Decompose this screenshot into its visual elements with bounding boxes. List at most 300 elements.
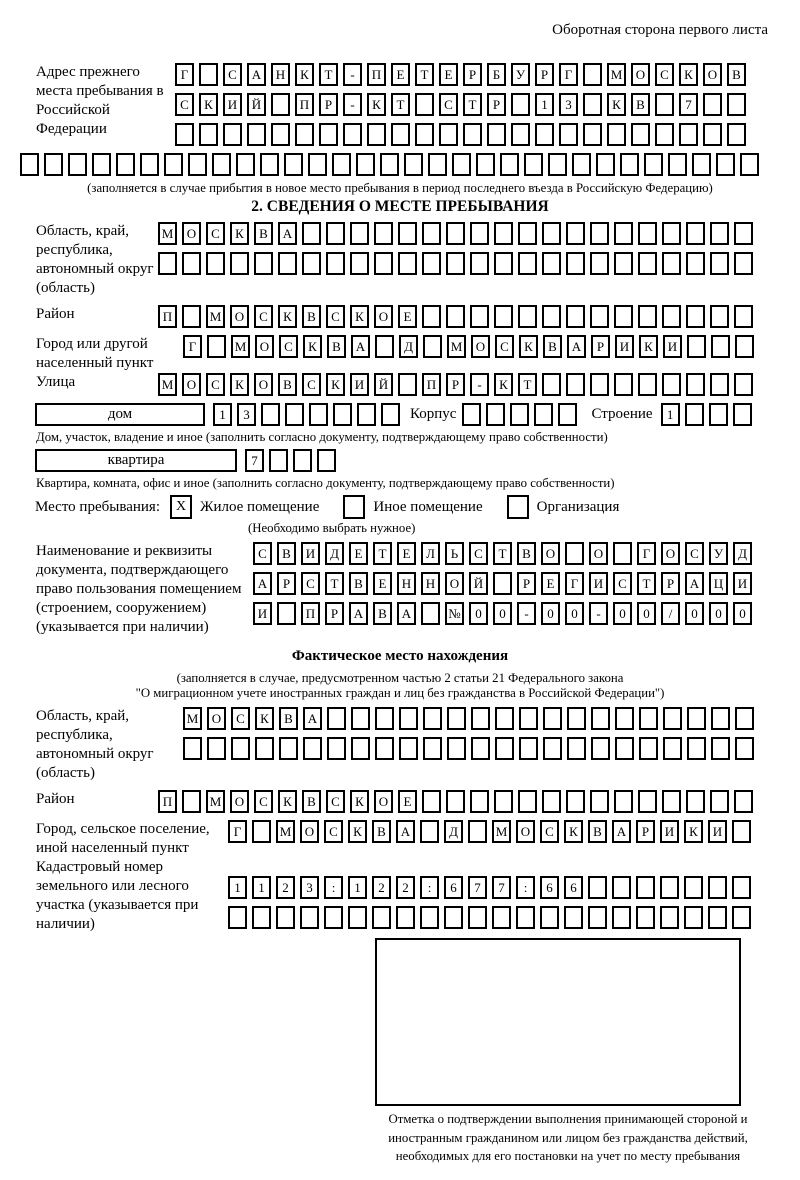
char-cell[interactable]: С — [613, 572, 632, 595]
char-cell[interactable] — [655, 123, 674, 146]
char-cell[interactable]: О — [471, 335, 490, 358]
char-cell[interactable] — [565, 542, 584, 565]
char-cell[interactable] — [590, 305, 609, 328]
char-cell[interactable]: К — [326, 373, 345, 396]
char-cell[interactable]: М — [607, 63, 626, 86]
char-cell[interactable] — [614, 252, 633, 275]
char-cell[interactable] — [684, 876, 703, 899]
char-cell[interactable] — [254, 252, 273, 275]
char-cell[interactable]: Т — [493, 542, 512, 565]
char-cell[interactable] — [631, 123, 650, 146]
char-cell[interactable]: В — [631, 93, 650, 116]
char-cell[interactable] — [685, 403, 704, 426]
char-cell[interactable] — [711, 335, 730, 358]
char-cell[interactable] — [212, 153, 231, 176]
char-cell[interactable]: П — [158, 790, 177, 813]
char-cell[interactable]: С — [206, 222, 225, 245]
char-cell[interactable] — [446, 305, 465, 328]
char-cell[interactable] — [487, 123, 506, 146]
char-cell[interactable]: В — [727, 63, 746, 86]
char-cell[interactable]: С — [253, 542, 272, 565]
char-cell[interactable] — [447, 707, 466, 730]
char-cell[interactable]: О — [661, 542, 680, 565]
char-cell[interactable] — [687, 335, 706, 358]
char-cell[interactable]: С — [301, 572, 320, 595]
char-cell[interactable] — [164, 153, 183, 176]
char-cell[interactable] — [500, 153, 519, 176]
char-cell[interactable]: М — [206, 790, 225, 813]
char-cell[interactable] — [446, 222, 465, 245]
char-cell[interactable] — [734, 790, 753, 813]
char-cell[interactable] — [326, 222, 345, 245]
char-cell[interactable] — [199, 63, 218, 86]
char-cell[interactable]: П — [295, 93, 314, 116]
char-cell[interactable]: 0 — [685, 602, 704, 625]
char-cell[interactable]: Г — [183, 335, 202, 358]
char-cell[interactable] — [662, 305, 681, 328]
char-cell[interactable] — [420, 820, 439, 843]
char-cell[interactable]: Ц — [709, 572, 728, 595]
char-cell[interactable]: 2 — [372, 876, 391, 899]
char-cell[interactable]: С — [655, 63, 674, 86]
char-cell[interactable] — [279, 737, 298, 760]
char-cell[interactable] — [663, 737, 682, 760]
char-cell[interactable]: П — [367, 63, 386, 86]
char-cell[interactable] — [68, 153, 87, 176]
char-cell[interactable]: Т — [637, 572, 656, 595]
char-cell[interactable] — [590, 222, 609, 245]
char-cell[interactable] — [614, 790, 633, 813]
char-cell[interactable]: О — [445, 572, 464, 595]
char-cell[interactable] — [396, 906, 415, 929]
char-cell[interactable] — [423, 737, 442, 760]
char-cell[interactable] — [534, 403, 553, 426]
char-cell[interactable] — [511, 123, 530, 146]
char-cell[interactable] — [302, 252, 321, 275]
char-cell[interactable] — [494, 222, 513, 245]
char-cell[interactable] — [367, 123, 386, 146]
char-cell[interactable] — [285, 403, 304, 426]
char-cell[interactable] — [567, 707, 586, 730]
char-cell[interactable]: В — [277, 542, 296, 565]
char-cell[interactable] — [269, 449, 288, 472]
char-cell[interactable] — [351, 707, 370, 730]
char-cell[interactable] — [447, 737, 466, 760]
char-cell[interactable] — [519, 737, 538, 760]
char-cell[interactable] — [470, 790, 489, 813]
char-cell[interactable]: И — [301, 542, 320, 565]
char-cell[interactable]: Б — [487, 63, 506, 86]
char-cell[interactable] — [542, 305, 561, 328]
char-cell[interactable] — [228, 906, 247, 929]
char-cell[interactable] — [615, 707, 634, 730]
char-cell[interactable] — [564, 906, 583, 929]
char-cell[interactable] — [415, 93, 434, 116]
char-cell[interactable] — [591, 707, 610, 730]
char-cell[interactable] — [542, 252, 561, 275]
char-cell[interactable] — [734, 373, 753, 396]
char-cell[interactable] — [703, 93, 722, 116]
char-cell[interactable] — [182, 790, 201, 813]
char-cell[interactable] — [708, 876, 727, 899]
char-cell[interactable]: А — [567, 335, 586, 358]
char-cell[interactable] — [309, 403, 328, 426]
char-cell[interactable]: А — [397, 602, 416, 625]
char-cell[interactable] — [158, 252, 177, 275]
char-cell[interactable]: Д — [399, 335, 418, 358]
char-cell[interactable]: Р — [517, 572, 536, 595]
char-cell[interactable]: Р — [487, 93, 506, 116]
char-cell[interactable]: П — [422, 373, 441, 396]
char-cell[interactable]: А — [351, 335, 370, 358]
char-cell[interactable] — [399, 707, 418, 730]
char-cell[interactable]: И — [253, 602, 272, 625]
char-cell[interactable]: К — [350, 305, 369, 328]
char-cell[interactable]: Д — [444, 820, 463, 843]
char-cell[interactable] — [591, 737, 610, 760]
char-cell[interactable]: Н — [421, 572, 440, 595]
char-cell[interactable]: Г — [559, 63, 578, 86]
char-cell[interactable] — [686, 252, 705, 275]
house-named-box[interactable]: дом — [35, 403, 205, 426]
char-cell[interactable]: 0 — [637, 602, 656, 625]
char-cell[interactable]: 1 — [348, 876, 367, 899]
char-cell[interactable]: Н — [397, 572, 416, 595]
char-cell[interactable]: В — [543, 335, 562, 358]
char-cell[interactable] — [398, 222, 417, 245]
char-cell[interactable] — [566, 373, 585, 396]
char-cell[interactable] — [284, 153, 303, 176]
char-cell[interactable] — [710, 222, 729, 245]
char-cell[interactable] — [247, 123, 266, 146]
char-cell[interactable]: К — [303, 335, 322, 358]
char-cell[interactable]: 0 — [733, 602, 752, 625]
char-cell[interactable] — [686, 305, 705, 328]
char-cell[interactable] — [692, 153, 711, 176]
char-cell[interactable] — [276, 906, 295, 929]
char-cell[interactable]: 2 — [276, 876, 295, 899]
char-cell[interactable]: 6 — [444, 876, 463, 899]
char-cell[interactable]: О — [182, 373, 201, 396]
char-cell[interactable] — [558, 403, 577, 426]
char-cell[interactable]: Е — [373, 572, 392, 595]
char-cell[interactable] — [548, 153, 567, 176]
char-cell[interactable]: Ь — [445, 542, 464, 565]
char-cell[interactable]: К — [519, 335, 538, 358]
char-cell[interactable]: Е — [398, 305, 417, 328]
char-cell[interactable] — [542, 373, 561, 396]
char-cell[interactable] — [295, 123, 314, 146]
char-cell[interactable] — [319, 123, 338, 146]
char-cell[interactable]: В — [588, 820, 607, 843]
char-cell[interactable]: И — [223, 93, 242, 116]
char-cell[interactable] — [20, 153, 39, 176]
char-cell[interactable] — [230, 252, 249, 275]
char-cell[interactable]: И — [660, 820, 679, 843]
char-cell[interactable] — [423, 335, 442, 358]
char-cell[interactable]: О — [230, 305, 249, 328]
char-cell[interactable] — [375, 707, 394, 730]
char-cell[interactable]: В — [372, 820, 391, 843]
char-cell[interactable] — [188, 153, 207, 176]
char-cell[interactable] — [543, 707, 562, 730]
char-cell[interactable] — [140, 153, 159, 176]
char-cell[interactable] — [588, 876, 607, 899]
char-cell[interactable]: Д — [733, 542, 752, 565]
char-cell[interactable] — [566, 252, 585, 275]
char-cell[interactable] — [662, 790, 681, 813]
char-cell[interactable]: 7 — [679, 93, 698, 116]
residential-checkbox[interactable]: X — [170, 495, 192, 519]
apartment-named-box[interactable]: квартира — [35, 449, 237, 472]
char-cell[interactable] — [261, 403, 280, 426]
char-cell[interactable] — [252, 820, 271, 843]
char-cell[interactable]: Е — [391, 63, 410, 86]
char-cell[interactable] — [607, 123, 626, 146]
char-cell[interactable] — [356, 153, 375, 176]
char-cell[interactable]: О — [631, 63, 650, 86]
char-cell[interactable]: Р — [661, 572, 680, 595]
char-cell[interactable]: К — [350, 790, 369, 813]
organization-checkbox[interactable] — [507, 495, 529, 519]
char-cell[interactable] — [422, 222, 441, 245]
char-cell[interactable] — [199, 123, 218, 146]
char-cell[interactable] — [350, 252, 369, 275]
char-cell[interactable] — [468, 906, 487, 929]
char-cell[interactable] — [636, 876, 655, 899]
char-cell[interactable]: Й — [469, 572, 488, 595]
char-cell[interactable]: Г — [637, 542, 656, 565]
char-cell[interactable] — [686, 373, 705, 396]
char-cell[interactable]: 0 — [709, 602, 728, 625]
char-cell[interactable] — [518, 222, 537, 245]
char-cell[interactable] — [351, 737, 370, 760]
char-cell[interactable] — [662, 222, 681, 245]
char-cell[interactable] — [572, 153, 591, 176]
char-cell[interactable] — [380, 153, 399, 176]
char-cell[interactable] — [662, 252, 681, 275]
char-cell[interactable] — [638, 373, 657, 396]
char-cell[interactable] — [494, 790, 513, 813]
char-cell[interactable] — [495, 707, 514, 730]
char-cell[interactable]: С — [175, 93, 194, 116]
char-cell[interactable]: 6 — [540, 876, 559, 899]
char-cell[interactable]: Т — [415, 63, 434, 86]
char-cell[interactable]: М — [447, 335, 466, 358]
char-cell[interactable] — [727, 123, 746, 146]
char-cell[interactable]: С — [326, 305, 345, 328]
char-cell[interactable] — [710, 252, 729, 275]
char-cell[interactable] — [638, 305, 657, 328]
char-cell[interactable]: В — [327, 335, 346, 358]
char-cell[interactable]: 0 — [541, 602, 560, 625]
char-cell[interactable] — [421, 602, 440, 625]
char-cell[interactable] — [223, 123, 242, 146]
char-cell[interactable] — [324, 906, 343, 929]
char-cell[interactable]: А — [349, 602, 368, 625]
char-cell[interactable]: Й — [374, 373, 393, 396]
char-cell[interactable]: О — [589, 542, 608, 565]
char-cell[interactable] — [470, 222, 489, 245]
char-cell[interactable]: : — [420, 876, 439, 899]
char-cell[interactable] — [303, 737, 322, 760]
char-cell[interactable]: О — [516, 820, 535, 843]
char-cell[interactable] — [375, 737, 394, 760]
char-cell[interactable]: В — [373, 602, 392, 625]
char-cell[interactable] — [332, 153, 351, 176]
char-cell[interactable] — [207, 335, 226, 358]
char-cell[interactable]: 0 — [565, 602, 584, 625]
char-cell[interactable] — [588, 906, 607, 929]
char-cell[interactable]: И — [350, 373, 369, 396]
char-cell[interactable]: 1 — [535, 93, 554, 116]
char-cell[interactable] — [374, 222, 393, 245]
char-cell[interactable]: К — [367, 93, 386, 116]
char-cell[interactable]: Р — [463, 63, 482, 86]
char-cell[interactable] — [44, 153, 63, 176]
char-cell[interactable] — [543, 737, 562, 760]
char-cell[interactable]: К — [639, 335, 658, 358]
char-cell[interactable] — [343, 123, 362, 146]
char-cell[interactable]: 0 — [493, 602, 512, 625]
char-cell[interactable] — [710, 305, 729, 328]
char-cell[interactable]: К — [295, 63, 314, 86]
other-premises-checkbox[interactable] — [343, 495, 365, 519]
char-cell[interactable]: 7 — [245, 449, 264, 472]
char-cell[interactable]: М — [183, 707, 202, 730]
char-cell[interactable] — [518, 790, 537, 813]
char-cell[interactable]: 1 — [213, 403, 232, 426]
char-cell[interactable] — [542, 790, 561, 813]
char-cell[interactable] — [660, 906, 679, 929]
char-cell[interactable] — [740, 153, 759, 176]
char-cell[interactable]: Л — [421, 542, 440, 565]
char-cell[interactable]: К — [348, 820, 367, 843]
char-cell[interactable] — [271, 93, 290, 116]
char-cell[interactable]: М — [492, 820, 511, 843]
char-cell[interactable] — [175, 123, 194, 146]
char-cell[interactable] — [300, 906, 319, 929]
char-cell[interactable] — [615, 737, 634, 760]
char-cell[interactable] — [711, 707, 730, 730]
char-cell[interactable]: О — [374, 790, 393, 813]
char-cell[interactable] — [327, 737, 346, 760]
char-cell[interactable]: У — [511, 63, 530, 86]
char-cell[interactable]: О — [254, 373, 273, 396]
char-cell[interactable]: К — [607, 93, 626, 116]
char-cell[interactable]: С — [540, 820, 559, 843]
char-cell[interactable] — [686, 790, 705, 813]
char-cell[interactable] — [182, 252, 201, 275]
char-cell[interactable] — [590, 373, 609, 396]
char-cell[interactable]: М — [231, 335, 250, 358]
char-cell[interactable]: О — [230, 790, 249, 813]
char-cell[interactable]: - — [470, 373, 489, 396]
char-cell[interactable] — [183, 737, 202, 760]
char-cell[interactable] — [590, 790, 609, 813]
char-cell[interactable]: Г — [565, 572, 584, 595]
char-cell[interactable]: К — [684, 820, 703, 843]
char-cell[interactable] — [567, 737, 586, 760]
char-cell[interactable]: 0 — [469, 602, 488, 625]
char-cell[interactable]: / — [661, 602, 680, 625]
char-cell[interactable]: Т — [518, 373, 537, 396]
char-cell[interactable] — [422, 790, 441, 813]
char-cell[interactable] — [468, 820, 487, 843]
char-cell[interactable]: Р — [591, 335, 610, 358]
char-cell[interactable] — [415, 123, 434, 146]
char-cell[interactable] — [350, 222, 369, 245]
char-cell[interactable] — [317, 449, 336, 472]
char-cell[interactable] — [735, 707, 754, 730]
char-cell[interactable]: Т — [319, 63, 338, 86]
char-cell[interactable] — [566, 790, 585, 813]
char-cell[interactable] — [255, 737, 274, 760]
char-cell[interactable]: М — [276, 820, 295, 843]
char-cell[interactable] — [92, 153, 111, 176]
char-cell[interactable] — [516, 906, 535, 929]
char-cell[interactable] — [374, 252, 393, 275]
char-cell[interactable]: О — [255, 335, 274, 358]
char-cell[interactable]: К — [230, 222, 249, 245]
char-cell[interactable] — [470, 305, 489, 328]
char-cell[interactable] — [398, 252, 417, 275]
char-cell[interactable]: Г — [228, 820, 247, 843]
char-cell[interactable]: И — [733, 572, 752, 595]
char-cell[interactable]: С — [254, 790, 273, 813]
char-cell[interactable] — [446, 790, 465, 813]
char-cell[interactable]: К — [494, 373, 513, 396]
char-cell[interactable] — [231, 737, 250, 760]
char-cell[interactable]: Й — [247, 93, 266, 116]
char-cell[interactable] — [518, 252, 537, 275]
char-cell[interactable] — [686, 222, 705, 245]
char-cell[interactable] — [444, 906, 463, 929]
char-cell[interactable] — [422, 252, 441, 275]
char-cell[interactable] — [302, 222, 321, 245]
char-cell[interactable]: № — [445, 602, 464, 625]
char-cell[interactable] — [662, 373, 681, 396]
char-cell[interactable]: А — [303, 707, 322, 730]
char-cell[interactable]: 7 — [492, 876, 511, 899]
char-cell[interactable]: Р — [446, 373, 465, 396]
char-cell[interactable]: К — [230, 373, 249, 396]
char-cell[interactable]: В — [254, 222, 273, 245]
char-cell[interactable] — [542, 222, 561, 245]
char-cell[interactable] — [660, 876, 679, 899]
char-cell[interactable]: Е — [541, 572, 560, 595]
char-cell[interactable]: И — [663, 335, 682, 358]
char-cell[interactable]: И — [615, 335, 634, 358]
char-cell[interactable] — [271, 123, 290, 146]
char-cell[interactable]: Р — [319, 93, 338, 116]
char-cell[interactable] — [428, 153, 447, 176]
char-cell[interactable] — [495, 737, 514, 760]
char-cell[interactable] — [679, 123, 698, 146]
char-cell[interactable] — [260, 153, 279, 176]
char-cell[interactable]: М — [206, 305, 225, 328]
char-cell[interactable]: И — [589, 572, 608, 595]
char-cell[interactable] — [732, 820, 751, 843]
char-cell[interactable] — [710, 790, 729, 813]
char-cell[interactable] — [493, 572, 512, 595]
char-cell[interactable]: Н — [271, 63, 290, 86]
char-cell[interactable] — [357, 403, 376, 426]
char-cell[interactable] — [278, 252, 297, 275]
char-cell[interactable]: С — [302, 373, 321, 396]
char-cell[interactable]: О — [703, 63, 722, 86]
char-cell[interactable]: - — [589, 602, 608, 625]
